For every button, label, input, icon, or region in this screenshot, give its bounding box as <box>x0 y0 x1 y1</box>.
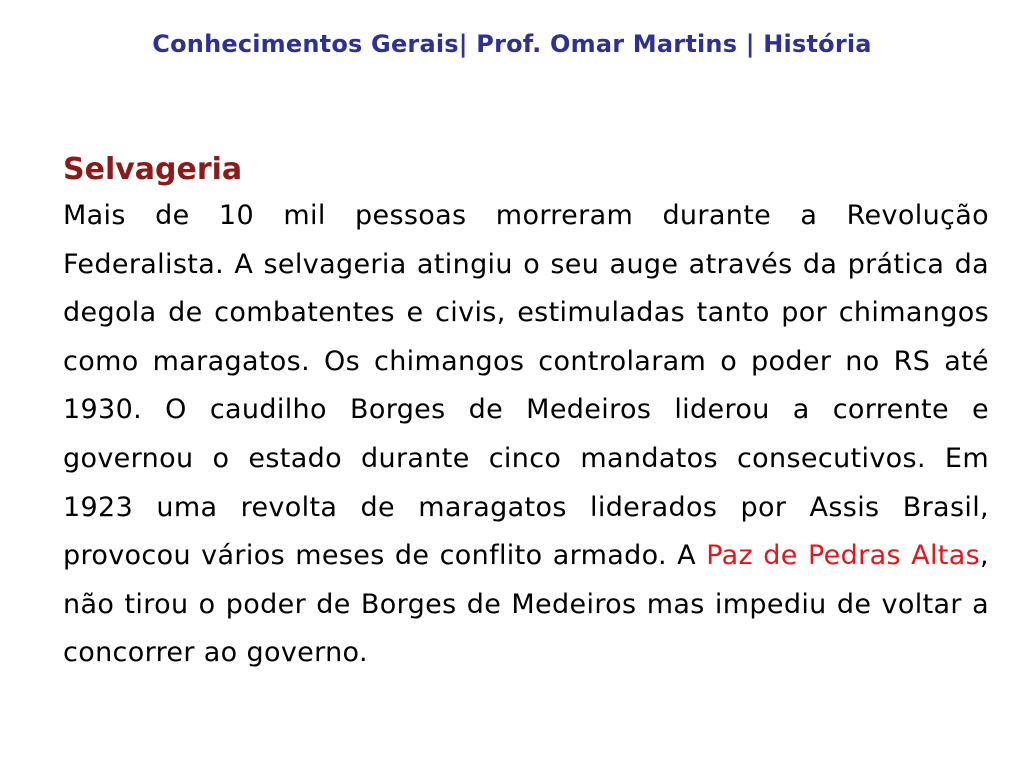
paragraph-text-after: , não tirou o poder de Borges de Medeiros mas impediu de voltar a concorrer ao governo. <box>63 540 989 669</box>
slide-header-title: Conhecimentos Gerais| Prof. Omar Martins | História <box>152 30 872 58</box>
body-paragraph <box>63 192 989 678</box>
slide-content <box>63 148 989 678</box>
paragraph-text-before: Mais de 10 mil pessoas morreram durante a Revolução Federalista. A selvageria atingiu o seu auge através da prática da degola de combatentes e civis, estimuladas tanto por chimangos como maragatos. Os chimangos controlaram o poder no RS até 1930. O caudilho Borges de Medeiros liderou a corrente e governou o estado durante cinco mandatos consecutivos. Em 1923 uma revolta de maragatos liderados por Assis Brasil, provocou vários meses de conflito armado. A <box>63 200 989 572</box>
highlight-paz-de-pedras-altas: Paz de Pedras Altas <box>706 540 981 572</box>
section-title: Selvageria <box>63 152 243 187</box>
